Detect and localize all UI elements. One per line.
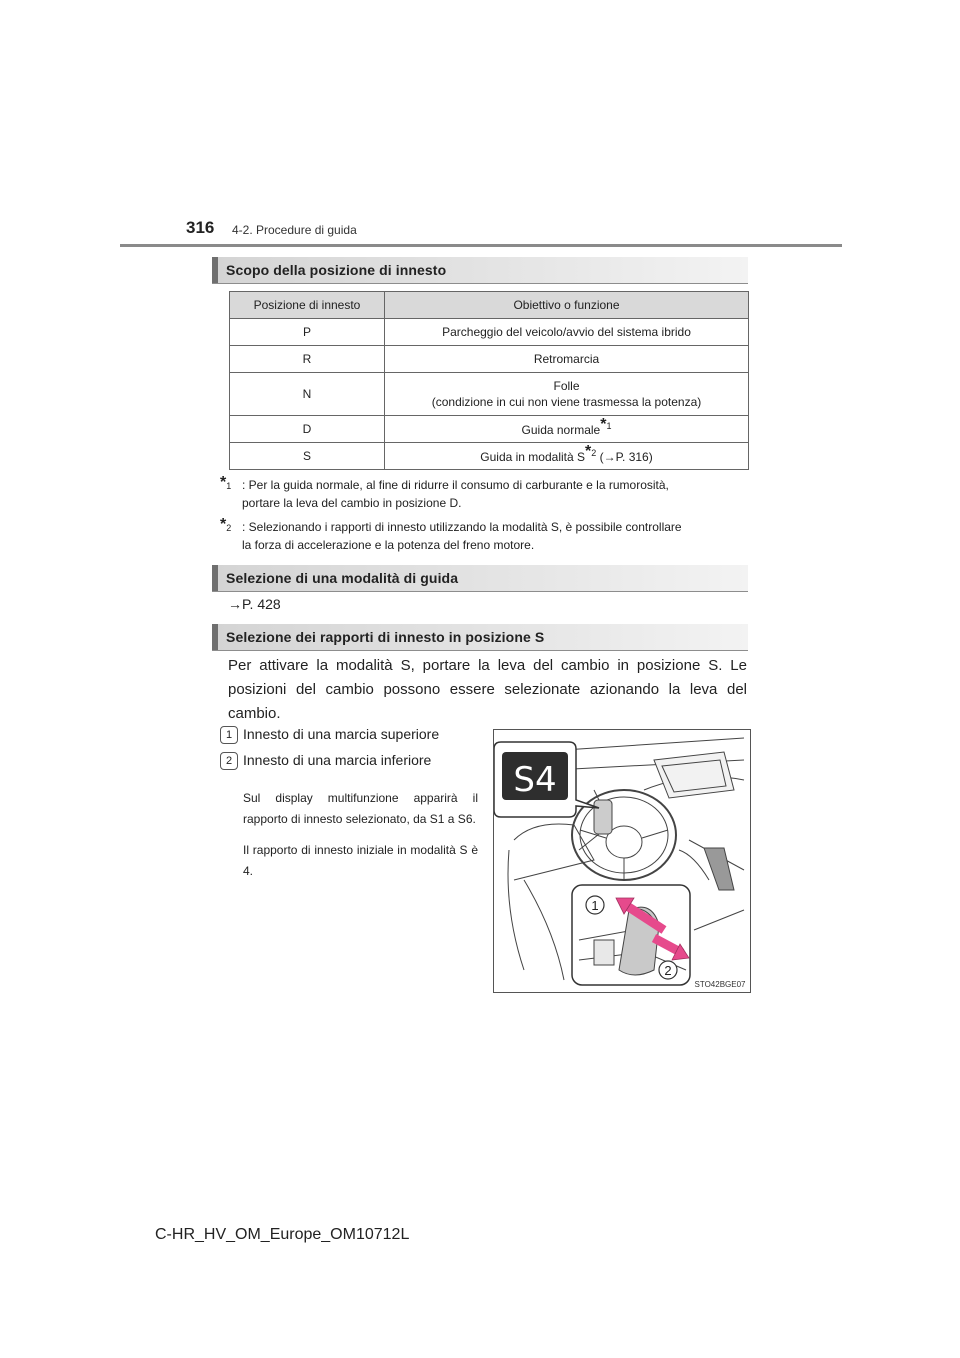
footnote-mark: *$^1$: [220, 474, 232, 491]
column-header: Posizione di innesto: [230, 292, 385, 319]
footnote: [220, 476, 750, 512]
function-text: Guida normale: [521, 423, 601, 437]
body-paragraph: Per attivare la modalità S, portare la leva del cambio in posizione S. Le posizioni del cambio possono essere selezionate azionando la leva del cambio.: [228, 657, 747, 722]
function-cell: [385, 373, 749, 416]
page-reference-link[interactable]: (→P. 316): [596, 450, 653, 464]
shift-position-cell: R: [230, 346, 385, 373]
table-row: [230, 319, 749, 346]
function-cell: [385, 416, 749, 443]
shift-position-cell: D: [230, 416, 385, 443]
document-code-footer: C-HR_HV_OM_Europe_OM10712L: [155, 1226, 410, 1243]
footnote-mark: *$^2$: [220, 516, 232, 533]
section-title: Selezione dei rapporti di innesto in posizione S: [226, 629, 545, 645]
table-row: [230, 346, 749, 373]
illustration-code: STO42BGE07: [694, 980, 746, 989]
section-title-band: [212, 565, 748, 592]
page-reference-link[interactable]: →P. 428: [228, 596, 281, 612]
shift-position-cell: P: [230, 319, 385, 346]
callout-number-2: 2: [220, 752, 238, 770]
footnote-text: portare la leva del cambio in posizione D.: [242, 496, 462, 510]
note-text: Il rapporto di innesto iniziale in modalità S è 4.: [243, 843, 478, 878]
page-number: 316: [186, 218, 215, 237]
section-title-band: [212, 257, 748, 284]
table-row: [230, 443, 749, 470]
shift-position-cell: N: [230, 373, 385, 416]
function-text: Guida in modalità S: [480, 450, 585, 464]
footnote-text: : Per la guida normale, al fine di ridurre il consumo di carburante e la rumorosità,: [242, 478, 669, 492]
section-header: 4-2. Procedure di guida: [232, 223, 357, 237]
column-header: Obiettivo o funzione: [385, 292, 749, 319]
shift-position-table: [229, 291, 749, 470]
function-cell: [385, 443, 749, 470]
section-title-band: [212, 624, 748, 651]
table-header-row: [230, 292, 749, 319]
header-rule: [120, 244, 842, 247]
table-row: [230, 416, 749, 443]
callout-2-label: 2: [664, 963, 672, 978]
list-item: Innesto di una marcia superiore: [243, 726, 440, 742]
function-line: Folle: [553, 379, 580, 393]
asterisk-mark: *: [585, 443, 592, 460]
table-row: [230, 373, 749, 416]
shift-position-cell: S: [230, 443, 385, 470]
callout-number-1: 1: [220, 726, 238, 744]
function-cell: Retromarcia: [385, 346, 749, 373]
illustration-drawing: [494, 730, 750, 992]
section-title: Scopo della posizione di innesto: [226, 262, 447, 278]
footnote-text: : Selezionando i rapporti di innesto utilizzando la modalità S, è possibile controllare: [242, 520, 682, 534]
list-item: Innesto di una marcia inferiore: [243, 752, 432, 768]
function-line: (condizione in cui non viene trasmessa la potenza): [431, 395, 702, 409]
note-text: Sul display multifunzione apparirà il rapporto di innesto selezionato, da S1 a S6.: [243, 791, 478, 826]
s4-display-text: S4: [513, 760, 557, 800]
asterisk-mark: *: [600, 416, 607, 433]
shift-lever-illustration: [493, 729, 751, 993]
callout-1-label: 1: [591, 898, 599, 913]
footnote: [220, 518, 750, 554]
function-cell: Parcheggio del veicolo/avvio del sistema ibrido: [385, 319, 749, 346]
footnote-number: 2: [591, 448, 597, 458]
footnote-number: 1: [606, 421, 612, 431]
section-title: Selezione di una modalità di guida: [226, 570, 459, 586]
footnote-text: la forza di accelerazione e la potenza del freno motore.: [242, 538, 535, 552]
